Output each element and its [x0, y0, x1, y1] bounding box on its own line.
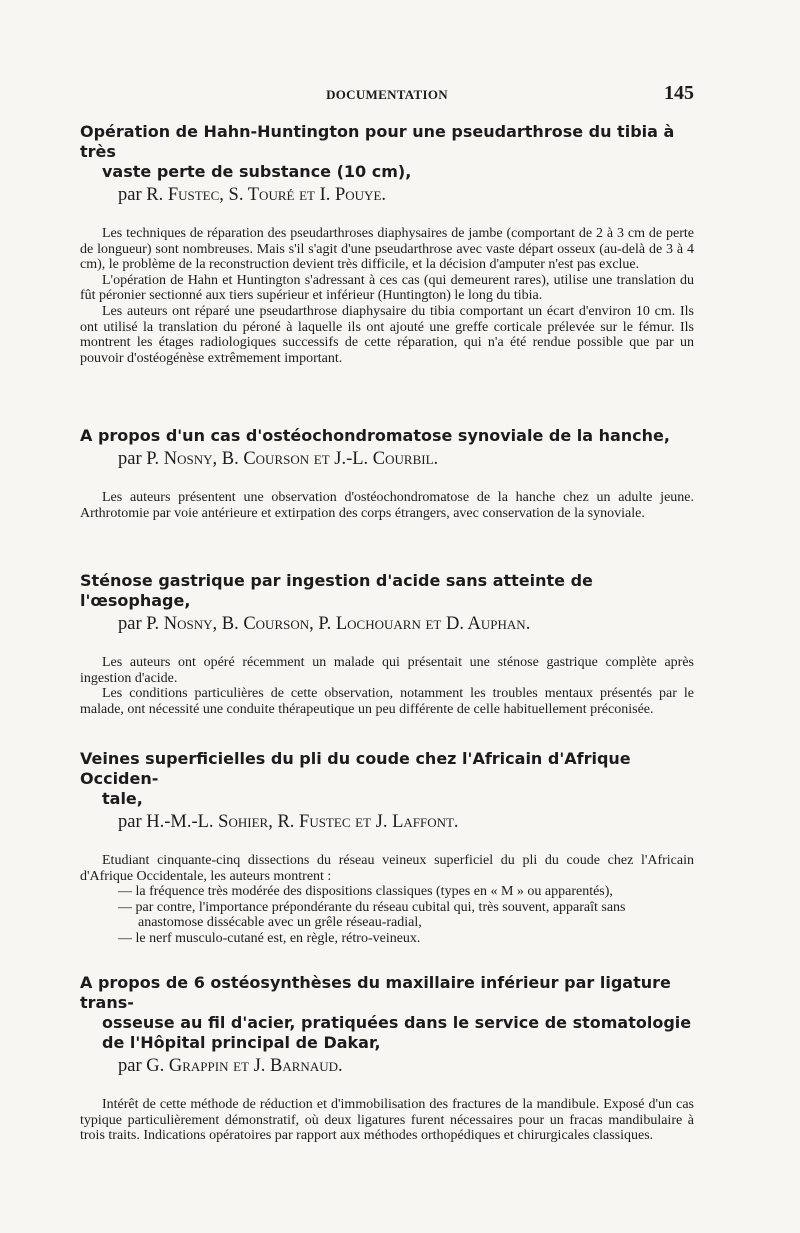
- paragraph: L'opération de Hahn et Huntington s'adressant à ces cas (qui demeurent rares), utilise une translation du fût péronier sectionné aux tiers supérieur et inférieur (Huntington) le long du tibia.: [80, 272, 694, 304]
- authors-prefix: par: [118, 812, 142, 832]
- title-line: A propos de 6 ostéosynthèses du maxillaire inférieur par ligature trans-: [80, 973, 671, 1012]
- title-line: osseuse au fil d'acier, pratiquées dans le service de stomatologie: [102, 1013, 692, 1032]
- article-authors: [118, 447, 694, 471]
- article-title: [80, 426, 694, 446]
- title-line: A propos d'un cas d'ostéochondromatose synoviale de la hanche,: [80, 426, 670, 445]
- title-line: de l'Hôpital principal de Dakar,: [102, 1033, 381, 1052]
- title-line: Sténose gastrique par ingestion d'acide sans atteinte de l'œsophage,: [80, 571, 593, 610]
- article-osteosyntheses: [80, 973, 694, 1144]
- title-line: Veines superficielles du pli du coude chez l'Africain d'Afrique Occiden-: [80, 749, 631, 788]
- authors-names: P. Nosny, B. Courson, P. Lochouarn et D. Auphan.: [146, 614, 531, 634]
- article-authors: [118, 810, 694, 834]
- authors-names: G. Grappin et J. Barnaud.: [146, 1056, 343, 1076]
- authors-prefix: par: [118, 449, 142, 469]
- article-body: [80, 655, 694, 717]
- article-authors: [118, 612, 694, 636]
- page-number: 145: [664, 82, 694, 104]
- paragraph: Les conditions particulières de cette observation, notamment les troubles mentaux présentés par le malade, ont nécessité une conduite thérapeutique un peu différente de celle habituellement préconisée.: [80, 686, 694, 717]
- paragraph: Etudiant cinquante-cinq dissections du réseau veineux superficiel du pli du coude chez l'Africain d'Afrique Occidentale, les auteurs montrent :: [80, 853, 694, 884]
- findings-list: [80, 884, 694, 946]
- authors-prefix: par: [118, 614, 142, 634]
- paragraph: Intérêt de cette méthode de réduction et d'immobilisation des fractures de la mandibule. Exposé d'un cas typique particulièrement démonstratif, où deux ligatures furent nécessaires pour un fracas mandibulaire à trois traits. Indications opératoires par rapport aux méthodes orthopédiques et chirurgicales classiques.: [80, 1097, 694, 1144]
- article-title: [80, 749, 694, 809]
- article-body: [80, 1097, 694, 1144]
- authors-names: R. Fustec, S. Touré et I. Pouye.: [146, 185, 387, 205]
- authors-prefix: par: [118, 1056, 142, 1076]
- page-header: [80, 84, 694, 108]
- article-body: [80, 853, 694, 947]
- article-authors: [118, 183, 694, 207]
- authors-prefix: par: [118, 185, 142, 205]
- paragraph: Les auteurs ont opéré récemment un malade qui présentait une sténose gastrique complète après ingestion d'acide.: [80, 655, 694, 686]
- article-title: [80, 571, 694, 611]
- title-line: vaste perte de substance (10 cm),: [102, 162, 412, 181]
- title-line: Opération de Hahn-Huntington pour une pseudarthrose du tibia à très: [80, 122, 675, 161]
- authors-names: P. Nosny, B. Courson et J.-L. Courbil.: [146, 449, 439, 469]
- running-header: DOCUMENTATION: [326, 87, 448, 102]
- article-body: [80, 226, 694, 366]
- article-stenose-gastrique: [80, 571, 694, 717]
- list-item: — le nerf musculo-cutané est, en règle, rétro-veineux.: [80, 931, 694, 947]
- list-item: — par contre, l'importance prépondérante du réseau cubital qui, très souvent, apparaît sans anastomose dissécable avec un grêle réseau-radial,: [80, 900, 694, 931]
- paragraph: Les auteurs présentent une observation d'ostéochondromatose de la hanche chez un adulte jeune. Arthrotomie par voie antérieure et extirpation des corps étrangers, avec conservation de la synoviale.: [80, 490, 694, 521]
- authors-names: H.-M.-L. Sohier, R. Fustec et J. Laffont.: [146, 812, 459, 832]
- article-title: [80, 122, 694, 182]
- article-authors: [118, 1054, 694, 1078]
- paragraph: Les techniques de réparation des pseudarthroses diaphysaires de jambe (comportant de 2 à 3 cm de perte de longueur) sont nombreuses. Mais s'il s'agit d'une pseudarthrose avec vaste départ osseux (au-delà de 3 à 4 cm), le problème de la reconstruction devient très difficile, et la décision d'amputer n'est pas exclue.: [80, 226, 694, 273]
- paragraph: Les auteurs ont réparé une pseudarthrose diaphysaire du tibia comportant un écart d'environ 10 cm. Ils ont utilisé la translation du péroné à laquelle ils ont ajouté une greffe corticale prélevée sur le fémur. Ils montrent les étages radiologiques successifs de cette réparation, qui n'a été rendue possible que par un pouvoir d'ostéogénèse extrêmement important.: [80, 303, 694, 366]
- article-body: [80, 490, 694, 521]
- article-title: [80, 973, 694, 1053]
- title-line: tale,: [102, 789, 143, 808]
- article-hahn-huntington: [80, 122, 694, 366]
- list-item: — la fréquence très modérée des dispositions classiques (types en « M » ou apparentés),: [80, 884, 694, 900]
- article-osteochondromatose: [80, 426, 694, 521]
- article-veines-pli-coude: [80, 749, 694, 947]
